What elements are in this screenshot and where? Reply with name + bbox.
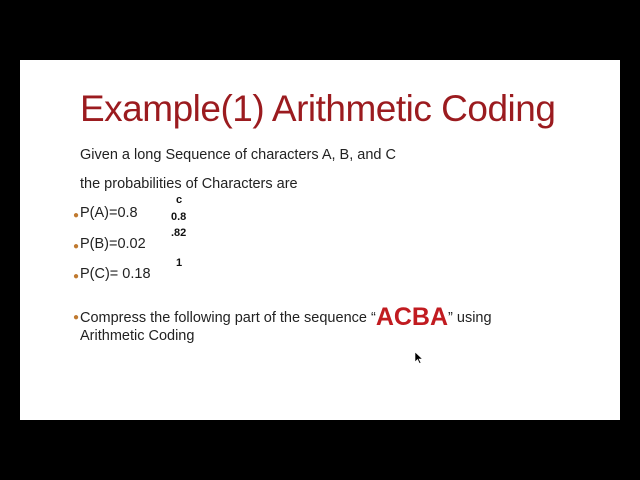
bullet-item-pb: P(B)=0.02 (80, 236, 146, 252)
compress-line-2: Arithmetic Coding (80, 328, 195, 344)
bullet-item-pa: P(A)=0.8 (80, 205, 138, 221)
intro-line-1: Given a long Sequence of characters A, B, and C (80, 147, 396, 163)
bullet-marker: ● (73, 271, 80, 282)
bullet-marker: ● (73, 241, 80, 252)
compress-suffix: ” using (448, 310, 492, 326)
bullet-marker: ● (73, 312, 80, 323)
side-note-1: 1 (176, 257, 183, 269)
bullet-item-pc: P(C)= 0.18 (80, 266, 151, 282)
side-note-0-8: 0.8 (171, 211, 187, 223)
compress-prefix: Compress the following part of the sequence “ (80, 310, 376, 326)
slide-title: Example(1) Arithmetic Coding (80, 88, 556, 129)
side-note-c: c (176, 194, 183, 206)
slide (20, 60, 620, 420)
side-note-0-82: .82 (171, 227, 187, 239)
intro-line-2: the probabilities of Characters are (80, 176, 298, 192)
bullet-marker: ● (73, 210, 80, 221)
mouse-pointer-icon (415, 352, 423, 364)
sequence-highlight: ACBA (375, 303, 449, 331)
